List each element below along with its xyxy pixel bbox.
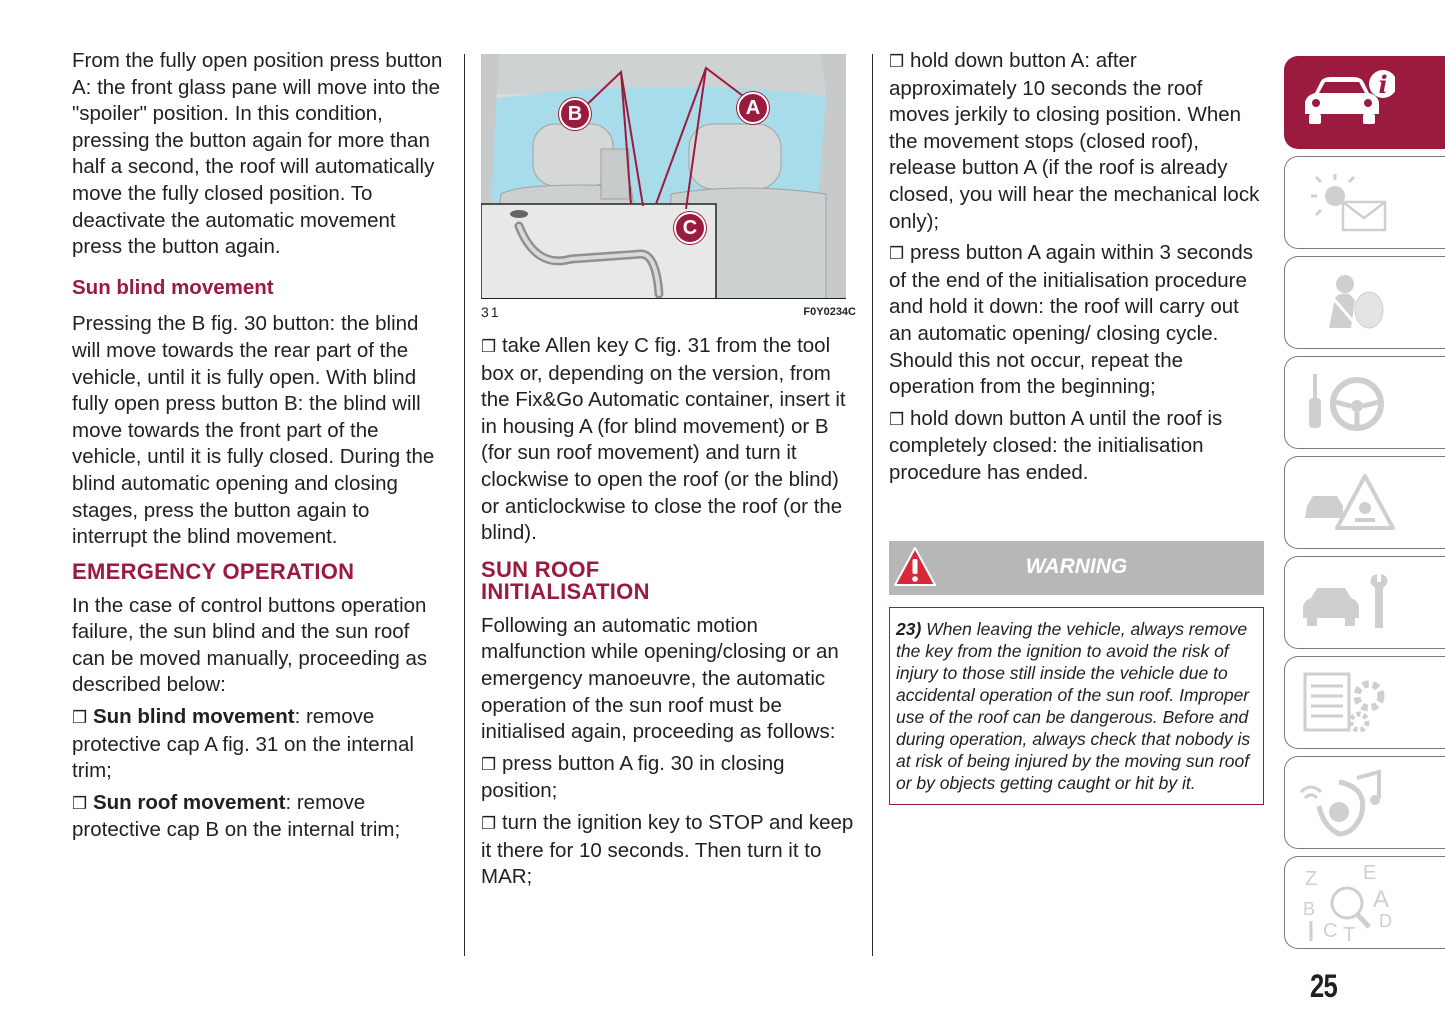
bullet-press-button — [481, 751, 856, 805]
warning-text-box — [889, 607, 1264, 805]
index-letter: B — [1303, 898, 1316, 919]
warning-triangle-icon — [893, 545, 937, 589]
column-1 — [72, 48, 447, 849]
page-number: 25 — [1310, 968, 1337, 1004]
bullet-text: : remove protective cap B on the internal trim; — [72, 790, 401, 842]
index-letter: C — [1323, 919, 1338, 942]
svg-text:i: i — [1378, 69, 1388, 99]
figure-label-a: A — [737, 92, 769, 124]
tab-maintenance[interactable] — [1284, 556, 1445, 649]
bullet-icon: ❒ — [72, 708, 88, 729]
figure-label-b: B — [559, 98, 591, 130]
sun-blind-paragraph: Pressing the B fig. 30 button: the blind will move towards the rear part of the vehicle, until it is fully open. With blind fully open press button B: the blind will move towards the front part of the vehicle, until it is fully closed. During the blind automatic opening and closing stages, press the button again to interrupt the blind movement. — [72, 312, 435, 549]
chapter-tabs — [1284, 56, 1445, 956]
index-letter: Z — [1305, 867, 1318, 890]
index-letter: E — [1363, 862, 1377, 884]
emergency-icon — [1299, 468, 1395, 538]
column-divider — [464, 54, 465, 956]
initialisation-paragraph: Following an automatic motion malfunction while opening/closing or an emergency manoeuvre, the automatic operation of the sun roof must be initialised again, proceeding as follows: — [481, 613, 839, 744]
index-letter: T — [1343, 923, 1356, 943]
bullet-strong: Sun blind movement — [92, 705, 295, 729]
figure-label-c: C — [674, 212, 706, 244]
index-letter: A — [1373, 885, 1390, 913]
safety-airbag-icon — [1299, 268, 1395, 338]
bullet-icon: ❒ — [889, 52, 905, 72]
tab-car-info[interactable] — [1284, 56, 1445, 149]
bullet-text: hold down button A until the roof is completely closed: the initialisation procedure has ended. — [889, 406, 1223, 484]
maintenance-icon — [1299, 568, 1395, 638]
warning-banner — [889, 541, 1264, 595]
tab-starting-driving[interactable] — [1284, 356, 1445, 449]
tab-dashboard-lights[interactable] — [1284, 156, 1445, 249]
figure-31-image — [481, 54, 846, 299]
dashboard-lights-icon — [1299, 168, 1395, 238]
sun-blind-heading: Sun blind movement — [72, 275, 274, 299]
intro-paragraph: From the fully open position press button A: the front glass pane will move into the "spoiler" position. In this condition, pressing the button again for more than half a second, the roof will automatically move the fully closed position. To deactivate the automatic movement press the button again. — [72, 49, 443, 259]
bullet-text: take Allen key C fig. 31 from the tool box or, depending on the version, from the Fix&Go Automatic container, insert it in housing A (for blind movement) or B (for sun roof movement) and turn it clockwise to open the roof (or the blind) or anticlockwise to close the roof (or the blind). — [481, 334, 846, 545]
bullet-icon: ❒ — [889, 409, 905, 430]
bullet-sun-blind — [72, 704, 447, 785]
bullet-ignition — [481, 810, 856, 891]
bullet-icon: ❒ — [481, 337, 497, 357]
initialisation-heading — [481, 556, 856, 604]
bullet-text: turn the ignition key to STOP and keep it there for 10 seconds. Then turn it to MAR; — [481, 810, 854, 889]
bullet-icon: ❒ — [72, 793, 88, 814]
bullet-allen-key — [481, 333, 856, 547]
column-3 — [889, 48, 1264, 805]
tab-index[interactable] — [1284, 856, 1445, 949]
warning-title: WARNING — [1025, 555, 1128, 579]
bullet-press-again — [889, 240, 1264, 401]
emergency-paragraph: In the case of control buttons operation failure, the sun blind and the sun roof can be moved manually, proceeding as described below: — [72, 593, 428, 697]
figure-code: F0Y0234C — [803, 306, 856, 318]
bullet-icon: ❒ — [889, 244, 905, 265]
bullet-text: press button A fig. 30 in closing position; — [481, 751, 785, 803]
heading-line: SUN ROOF — [481, 556, 600, 582]
tab-emergency[interactable] — [1284, 456, 1445, 549]
index-icon — [1299, 863, 1395, 943]
technical-data-icon — [1299, 668, 1395, 738]
heading-line: INITIALISATION — [481, 578, 650, 604]
car-interior-illustration — [481, 54, 846, 299]
column-2 — [481, 54, 856, 896]
warning-reference: 23) — [896, 618, 922, 639]
multimedia-icon — [1299, 768, 1395, 838]
bullet-sun-roof — [72, 790, 447, 844]
bullet-strong: Sun roof movement — [92, 790, 286, 814]
bullet-icon: ❒ — [481, 813, 497, 834]
column-divider — [872, 54, 873, 956]
bullet-text: hold down button A: after approximately 10 seconds the roof moves jerkily to closing position. When the movement stops (closed roof), release button A (if the roof is already closed, you will hear the mechanical lock only); — [889, 49, 1260, 233]
bullet-text: : remove protective cap A fig. 31 on the internal trim; — [72, 705, 414, 783]
tab-multimedia[interactable] — [1284, 756, 1445, 849]
bullet-icon: ❒ — [481, 754, 497, 775]
bullet-text: press button A again within 3 seconds of the end of the initialisation procedure and hold it down: the roof will carry out an automatic opening/ closing cycle. Should this not occur, repeat the operation from the beginning; — [889, 241, 1253, 399]
index-letter: D — [1379, 910, 1392, 931]
warning-text: When leaving the vehicle, always remove the key from the ignition to avoid the risk of injury to those still inside the vehicle due to accidental operation of the sun roof. Improper use of the roof can be dangerous. Before and during operation, always check that nobody is at risk of being injured by the moving sun roof or by objects getting caught or hit by it. — [896, 618, 1251, 793]
bullet-hold-down — [889, 48, 1264, 235]
tab-technical-data[interactable] — [1284, 656, 1445, 749]
key-steering-wheel-icon — [1299, 368, 1395, 438]
figure-number: 31 — [481, 304, 501, 320]
bullet-hold-until-closed — [889, 406, 1264, 487]
tab-safety[interactable] — [1284, 256, 1445, 349]
figure-caption — [481, 305, 856, 319]
car-info-icon — [1299, 68, 1395, 138]
emergency-heading: EMERGENCY OPERATION — [72, 558, 355, 584]
